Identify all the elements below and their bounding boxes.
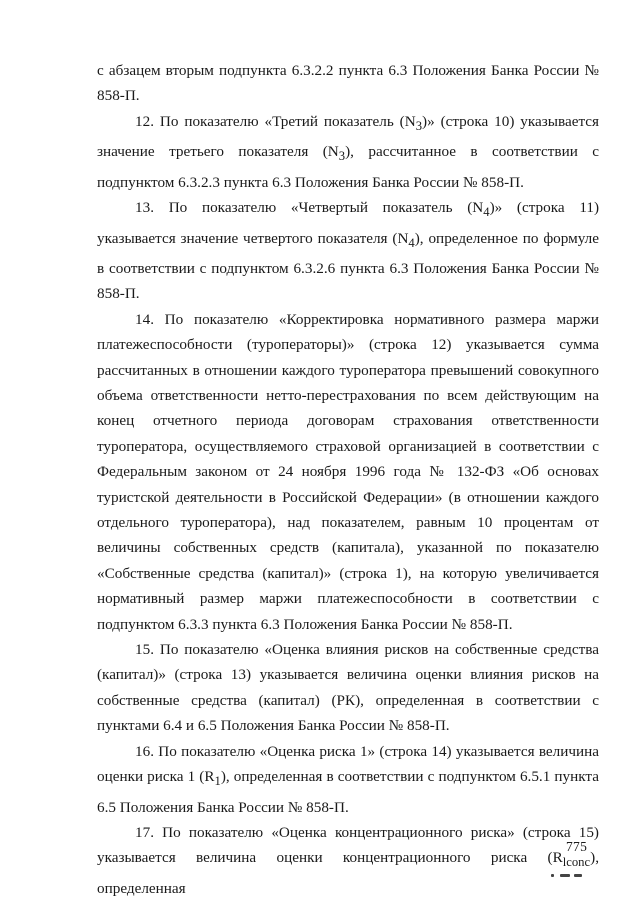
paragraph-11-continuation: с абзацем вторым подпункта 6.3.2.2 пункта 6.3 Положения Банка России № 858-П. <box>97 62 599 105</box>
body-text <box>97 58 599 901</box>
page-number: 775 <box>566 839 588 854</box>
paragraph-13: 13. По показателю «Четвертый показатель $(N_4)$» (строка 11) указывается значение четвертого показателя $(N_4)$, определенное по формуле в соответствии с подпунктом 6.3.2.6 пункта 6.3 Положения Банка России № 858-П. <box>97 199 600 303</box>
paragraph-14: 14. По показателю «Корректировка нормативного размера маржи платежеспособности (туроператоры)» (строка 12) указывается сумма рассчитанных в отношении каждого туроператора превышений совокупного объема ответственности нетто-перестрахования по всем действующим на конец отчетного периода договорам страхования ответственности туроператора, осуществляемого страховой организацией в соответствии с Федеральным законом от 24 ноября 1996 года № 132-ФЗ «Об основах туристской деятельности в Российской Федерации» (в отношении каждого отдельного туроператора), над показателем, равным 10 процентам от величины собственных средств (капитала), указанной по показателю «Собственные средства (капитал)» (строка 1), на которую увеличивается нормативный размер маржи платежеспособности в соответствии с подпунктом 6.3.3 пункта 6.3 Положения Банка России № 858-П. <box>97 310 599 633</box>
paragraph-16: 16. По показателю «Оценка риска 1» (строка 14) указывается величина оценки риска 1 $(R_1)$, определенная в соответствии с подпунктом 6.5.1 пункта 6.5 Положения Банка России № 858-П. <box>97 742 599 816</box>
paragraph-15: 15. По показателю «Оценка влияния рисков на собственные средства (капитал)» (строка 13) указывается величина оценки влияния рисков на собственные средства (капитал) (РК), определенная в соответствии с пунктами 6.4 и 6.5 Положения Банка России № 858-П. <box>97 641 599 735</box>
paragraph-17: 17. По показателю «Оценка концентрационного риска» (строка 15) указывается величина оценки концентрационного риска $(R_{lconc})$, определенная <box>97 823 599 897</box>
scan-artifact-mark <box>551 874 585 879</box>
paragraph-12: 12. По показателю «Третий показатель $(N_3)$» (строка 10) указывается значение третьего показателя $(N_3)$, рассчитанное в соответствии с подпунктом 6.3.2.3 пункта 6.3 Положения Банка России № 858-П. <box>97 112 600 191</box>
